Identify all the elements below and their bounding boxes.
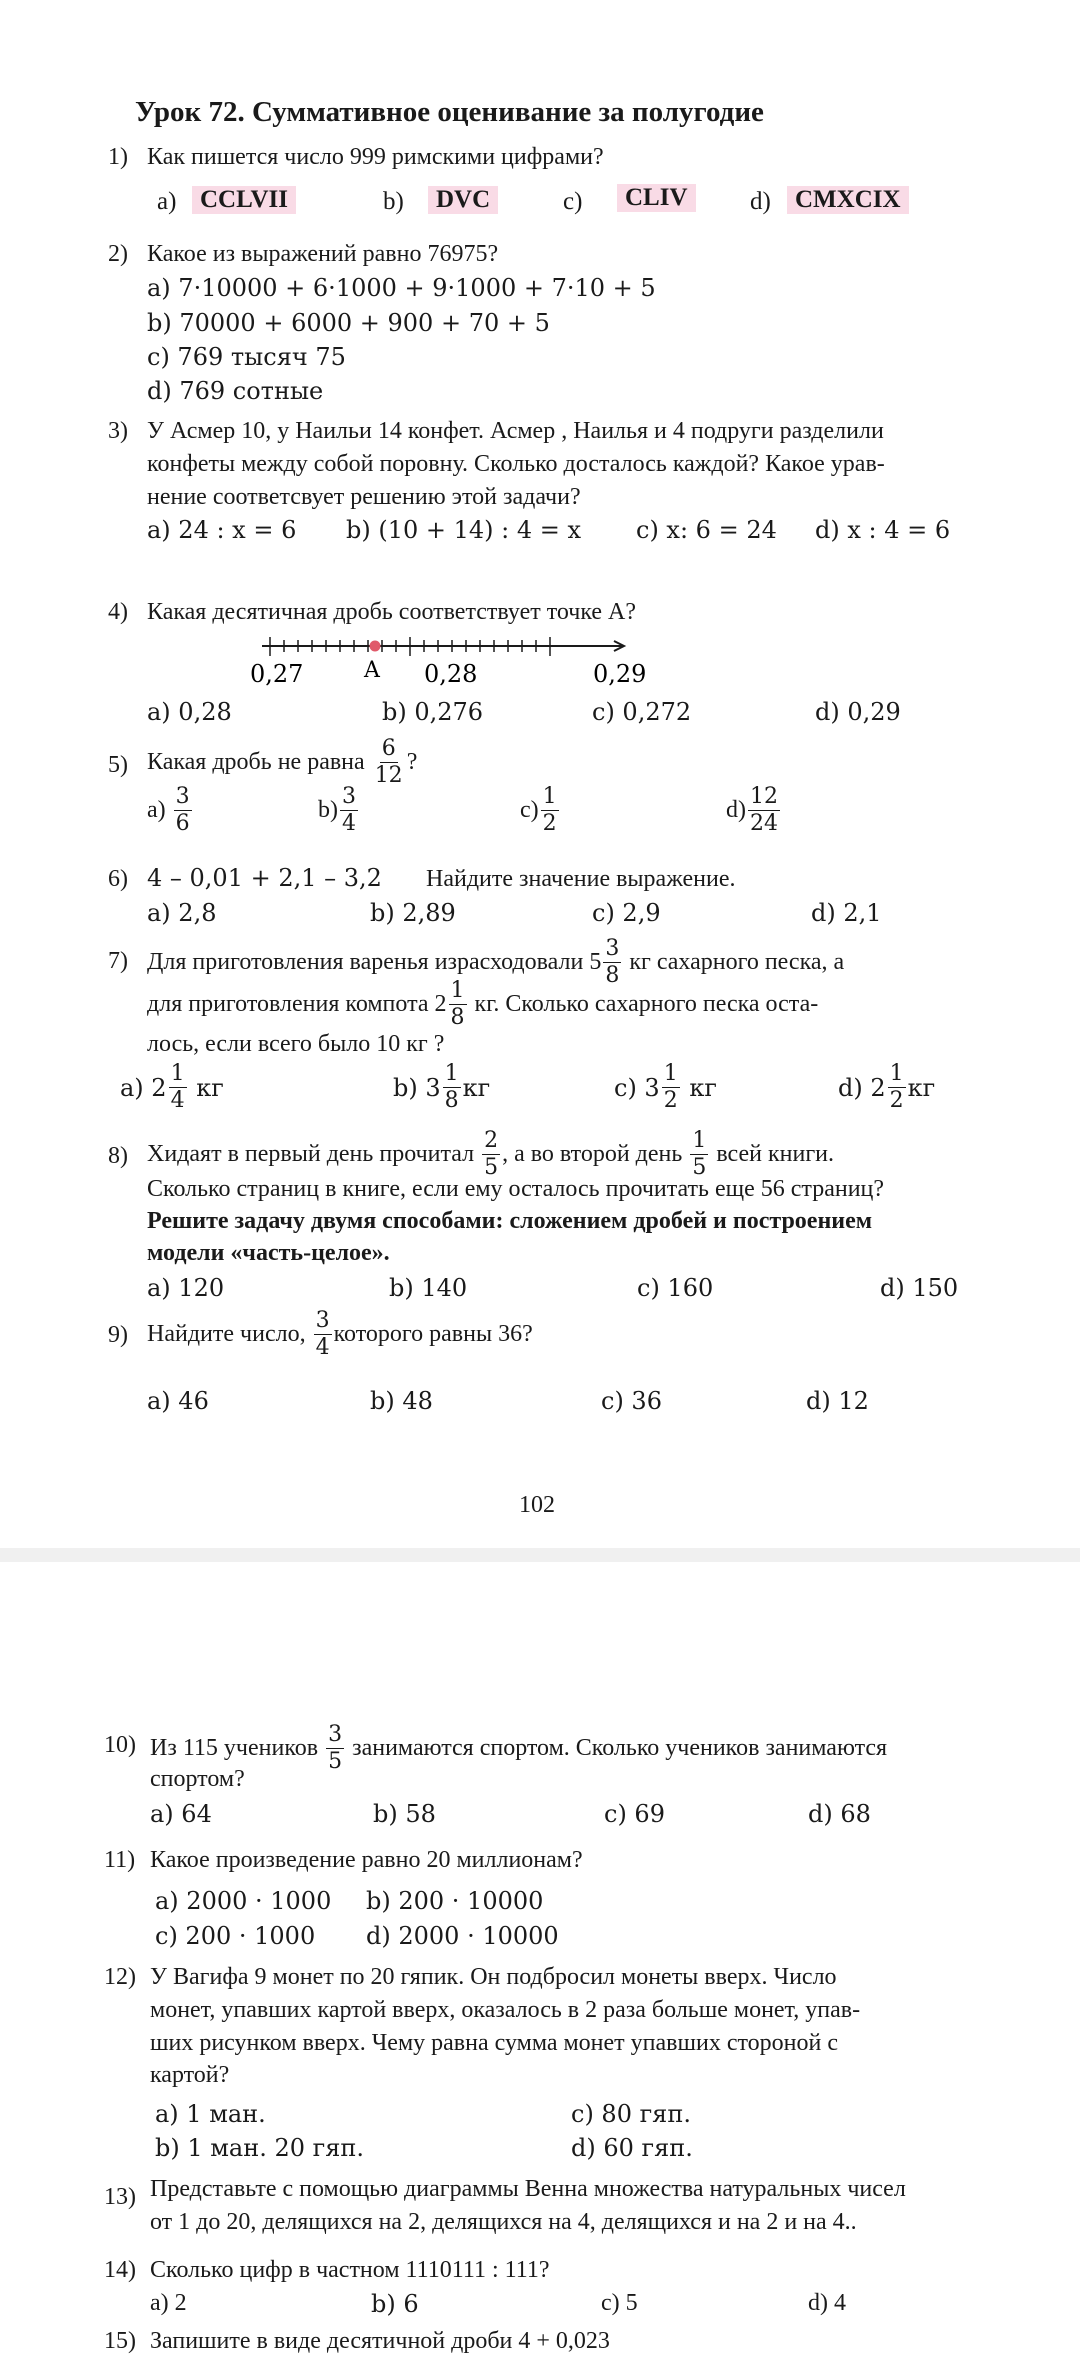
- q6-option-a: a) 2,8: [147, 899, 217, 927]
- q5-b-num: 3: [342, 784, 356, 809]
- q13-line-1: Представьте с помощью диаграммы Венна множества натуральных чисел: [150, 2176, 906, 2202]
- q5-option-c-fraction: [541, 786, 559, 835]
- q6-option-b: b) 2,89: [370, 899, 456, 927]
- q8-number: 8): [108, 1143, 128, 1169]
- q8-option-d: d) 150: [880, 1274, 959, 1302]
- q3-option-c: c) x: 6 = 24: [636, 516, 777, 544]
- q4-option-b: b) 0,276: [382, 698, 484, 726]
- q14-number: 14): [104, 2257, 136, 2283]
- q10-line-1-b: занимаются спортом. Сколько учеников занимаются: [352, 1735, 888, 1761]
- q5-option-d-label: d): [726, 797, 746, 823]
- q7-option-a-fraction: [169, 1063, 187, 1112]
- q10-option-c: c) 69: [604, 1800, 665, 1828]
- q7-line-2-a: для приготовления компота 2: [147, 991, 447, 1017]
- q5-option-a-label: a): [147, 797, 166, 823]
- q7-a-num: 1: [170, 1061, 185, 1086]
- tick-label-028: 0,28: [424, 660, 478, 688]
- q3-line-3: нение соответсвует решению этой задачи?: [147, 484, 581, 510]
- q9-f-num: 3: [315, 1308, 330, 1333]
- q9-line-1-a: Найдите число,: [147, 1321, 306, 1347]
- q7-c-num: 1: [663, 1061, 678, 1086]
- q7-d-num: 1: [889, 1061, 904, 1086]
- q5-fraction: [373, 738, 405, 787]
- q3-option-b: b) (10 + 14) : 4 = x: [346, 516, 582, 544]
- q10-number: 10): [104, 1732, 136, 1758]
- q10-option-d: d) 68: [808, 1800, 871, 1828]
- q5-option-c: [520, 786, 561, 835]
- q13-number: 13): [104, 2184, 136, 2210]
- q2-number: 2): [108, 241, 128, 267]
- q14-option-b: b) 6: [371, 2290, 419, 2318]
- q7-option-b-unit: кг: [462, 1073, 491, 1102]
- q5-b-den: 4: [342, 811, 356, 836]
- q1-option-d-value: CMXCIX: [787, 186, 909, 214]
- q9-f-den: 4: [315, 1335, 330, 1360]
- q7-fraction-2: [449, 980, 467, 1029]
- q7-b-den: 8: [444, 1088, 459, 1113]
- q3-line-1: У Асмер 10, у Наильи 14 конфет. Асмер , Наилья и 4 подруги разделили: [147, 418, 884, 444]
- q7-f1-num: 3: [605, 936, 620, 961]
- q5-option-c-label: c): [520, 797, 539, 823]
- q10-f-den: 5: [328, 1749, 343, 1774]
- q1-number: 1): [108, 144, 128, 170]
- point-a-marker: [370, 641, 381, 652]
- q4-number: 4): [108, 599, 128, 625]
- q1-option-c-value: CLIV: [617, 184, 696, 212]
- q5-c-den: 2: [542, 811, 557, 836]
- q7-option-c-whole: c) 3: [614, 1073, 660, 1102]
- q4-text: Какая десятичная дробь соответствует точке А?: [147, 599, 637, 625]
- q8-option-b: b) 140: [389, 1274, 468, 1302]
- q4-option-c: c) 0,272: [592, 698, 692, 726]
- q6-number: 6): [108, 866, 128, 892]
- q5-c-num: 1: [542, 784, 557, 809]
- q7-option-c-fraction: [662, 1063, 680, 1112]
- q8-option-a: a) 120: [147, 1274, 225, 1302]
- q11-option-b: b) 200 · 10000: [366, 1887, 544, 1915]
- q2-option-c: c) 769 тысяч 75: [147, 343, 346, 371]
- q7-option-b-whole: b) 3: [393, 1073, 441, 1102]
- q5-question-mark: ?: [406, 749, 418, 775]
- q3-option-d: d) x : 4 = 6: [815, 516, 951, 544]
- q6-text: Найдите значение выражение.: [426, 866, 736, 892]
- q7-number: 7): [108, 948, 128, 974]
- q7-option-d-unit: кг: [907, 1073, 936, 1102]
- q5-option-d: [726, 786, 782, 835]
- q9-option-b: b) 48: [370, 1387, 433, 1415]
- q13-line-2: от 1 до 20, делящихся на 2, делящихся на 4, делящихся и на 2 и на 4..: [150, 2209, 857, 2235]
- q8-fraction-2: [690, 1130, 708, 1179]
- q2-option-d: d) 769 сотные: [147, 377, 324, 405]
- q7-f2-num: 1: [450, 978, 465, 1003]
- q10-line-1: [150, 1724, 887, 1773]
- q7-option-d: [838, 1063, 935, 1112]
- q5-text: [147, 738, 417, 787]
- q14-option-a: a) 2: [150, 2290, 187, 2316]
- q8-fraction-1: [482, 1130, 500, 1179]
- q8-line-4: модели «часть-целое».: [147, 1240, 390, 1266]
- q9-line-1-b: которого равны 36?: [333, 1321, 533, 1347]
- q7-b-num: 1: [444, 1061, 459, 1086]
- q2-text: Какое из выражений равно 76975?: [147, 241, 499, 267]
- q4-option-d: d) 0,29: [815, 698, 901, 726]
- q5-option-a-fraction: [174, 786, 192, 835]
- q7-option-d-fraction: [888, 1063, 906, 1112]
- point-a-label: A: [364, 658, 380, 683]
- q8-f1-num: 2: [484, 1128, 499, 1153]
- q8-f1-den: 5: [484, 1155, 499, 1180]
- q5-d-den: 24: [750, 811, 778, 836]
- q9-option-a: a) 46: [147, 1387, 209, 1415]
- q7-f2-den: 8: [450, 1005, 465, 1030]
- q7-line-1-a: Для приготовления варенья израсходовали 5: [147, 949, 602, 975]
- q7-line-3: лось, если всего было 10 кг ?: [147, 1031, 445, 1057]
- q15-number: 15): [104, 2328, 136, 2354]
- number-line: [240, 625, 660, 695]
- q1-option-d-label: d): [750, 188, 771, 215]
- q7-d-den: 2: [889, 1088, 904, 1113]
- q12-line-2: монет, упавших картой вверх, оказалось в 2 раза больше монет, упав-: [150, 1997, 861, 2023]
- q5-option-b-label: b): [318, 797, 338, 823]
- q10-option-b: b) 58: [373, 1800, 436, 1828]
- q8-f2-num: 1: [692, 1128, 707, 1153]
- q1-option-b-label: b): [383, 188, 404, 215]
- q1-option-b-value: DVC: [428, 186, 498, 214]
- q5-text-lead: Какая дробь не равна: [147, 749, 365, 775]
- q7-a-den: 4: [170, 1088, 185, 1113]
- q7-line-1-b: кг сахарного песка, а: [629, 949, 845, 975]
- q3-line-2: конфеты между собой поровну. Сколько досталось каждой? Какое урав-: [147, 451, 885, 477]
- q5-option-b: [318, 786, 360, 835]
- q6-expression: 4 – 0,01 + 2,1 – 3,2: [147, 864, 382, 892]
- q8-line-3: Решите задачу двумя способами: сложением дробей и построением: [147, 1208, 873, 1234]
- q3-option-a: a) 24 : x = 6: [147, 516, 297, 544]
- q8-line-1-b: , а во второй день: [502, 1141, 683, 1167]
- q6-option-c: c) 2,9: [592, 899, 661, 927]
- q10-fraction: [326, 1724, 344, 1773]
- tick-label-029: 0,29: [593, 660, 647, 688]
- q7-option-c-unit: кг: [689, 1073, 717, 1102]
- q12-line-1: У Вагифа 9 монет по 20 гяпик. Он подбросил монеты вверх. Число: [150, 1964, 837, 1990]
- tick-label-027: 0,27: [250, 660, 304, 688]
- q12-line-4: картой?: [150, 2062, 230, 2088]
- q8-line-1: [147, 1130, 834, 1179]
- q8-line-1-a: Хидаят в первый день прочитал: [147, 1141, 475, 1167]
- q14-text: Сколько цифр в частном 1110111 : 111?: [150, 2257, 550, 2283]
- q14-option-c: c) 5: [601, 2290, 638, 2316]
- q8-line-2: Сколько страниц в книге, если ему осталось прочитать еще 56 страниц?: [147, 1176, 885, 1202]
- q1-text: Как пишется число 999 римскими цифрами?: [147, 144, 604, 170]
- q9-line-1: [147, 1310, 533, 1359]
- q12-option-a: a) 1 ман.: [155, 2100, 266, 2128]
- q9-option-c: c) 36: [601, 1387, 662, 1415]
- q10-option-a: a) 64: [150, 1800, 212, 1828]
- q12-option-d: d) 60 гяп.: [571, 2134, 693, 2162]
- q4-option-a: a) 0,28: [147, 698, 232, 726]
- q7-option-b-fraction: [443, 1063, 461, 1112]
- number-line-ticks: [270, 637, 550, 656]
- q8-line-1-c: всей книги.: [716, 1141, 835, 1167]
- q12-line-3: ших рисунком вверх. Чему равна сумма монет упавших стороной с: [150, 2030, 838, 2056]
- q5-number: 5): [108, 752, 128, 778]
- page-title: Урок 72. Суммативное оценивание за полугодие: [135, 96, 764, 128]
- page-103: [0, 1562, 1080, 2354]
- q11-number: 11): [104, 1847, 136, 1873]
- q11-text: Какое произведение равно 20 миллионам?: [150, 1847, 583, 1873]
- q8-f2-den: 5: [692, 1155, 707, 1180]
- q11-option-c: c) 200 · 1000: [155, 1922, 316, 1950]
- q10-line-2: спортом?: [150, 1766, 245, 1792]
- q10-f-num: 3: [328, 1722, 343, 1747]
- q9-fraction: [314, 1310, 332, 1359]
- q12-option-b: b) 1 ман. 20 гяп.: [155, 2134, 364, 2162]
- q7-option-c: [614, 1063, 717, 1112]
- q7-option-b: [393, 1063, 490, 1112]
- q5-option-a: [147, 786, 194, 835]
- q7-option-a: [120, 1063, 224, 1112]
- q7-f1-den: 8: [605, 963, 620, 988]
- page-separator: [0, 1548, 1080, 1562]
- q9-number: 9): [108, 1322, 128, 1348]
- q1-option-a-value: CCLVII: [192, 186, 296, 214]
- q10-line-1-a: Из 115 учеников: [150, 1735, 319, 1761]
- q5-d-num: 12: [750, 784, 778, 809]
- q6-option-d: d) 2,1: [811, 899, 882, 927]
- q12-option-c: c) 80 гяп.: [571, 2100, 691, 2128]
- q1-option-c-label: c): [563, 188, 583, 215]
- q7-option-a-unit: кг: [196, 1073, 224, 1102]
- page-number: 102: [519, 1492, 555, 1518]
- q5-a-num: 3: [175, 784, 190, 809]
- q11-option-a: a) 2000 · 1000: [155, 1887, 332, 1915]
- q7-line-2-b: кг. Сколько сахарного песка оста-: [474, 991, 819, 1017]
- q14-option-d: d) 4: [808, 2290, 846, 2316]
- q7-c-den: 2: [663, 1088, 678, 1113]
- q7-option-d-whole: d) 2: [838, 1073, 886, 1102]
- q7-line-2: [147, 980, 818, 1029]
- q1-option-a-label: a): [157, 188, 177, 215]
- q9-option-d: d) 12: [806, 1387, 869, 1415]
- q5-fraction-num: 6: [381, 736, 396, 761]
- q12-number: 12): [104, 1964, 136, 1990]
- q5-fraction-den: 12: [374, 763, 403, 788]
- q2-option-a: a) 7·10000 + 6·1000 + 9·1000 + 7·10 + 5: [147, 274, 656, 302]
- q7-option-a-whole: a) 2: [120, 1073, 167, 1102]
- q2-option-b: b) 70000 + 6000 + 900 + 70 + 5: [147, 309, 550, 337]
- q15-text: Запишите в виде десятичной дроби 4 + 0,023: [150, 2328, 610, 2354]
- q3-number: 3): [108, 418, 128, 444]
- q5-option-d-fraction: [748, 786, 780, 835]
- q5-a-den: 6: [175, 811, 190, 836]
- q11-option-d: d) 2000 · 10000: [366, 1922, 559, 1950]
- q8-option-c: c) 160: [637, 1274, 714, 1302]
- q5-option-b-fraction: [340, 786, 358, 835]
